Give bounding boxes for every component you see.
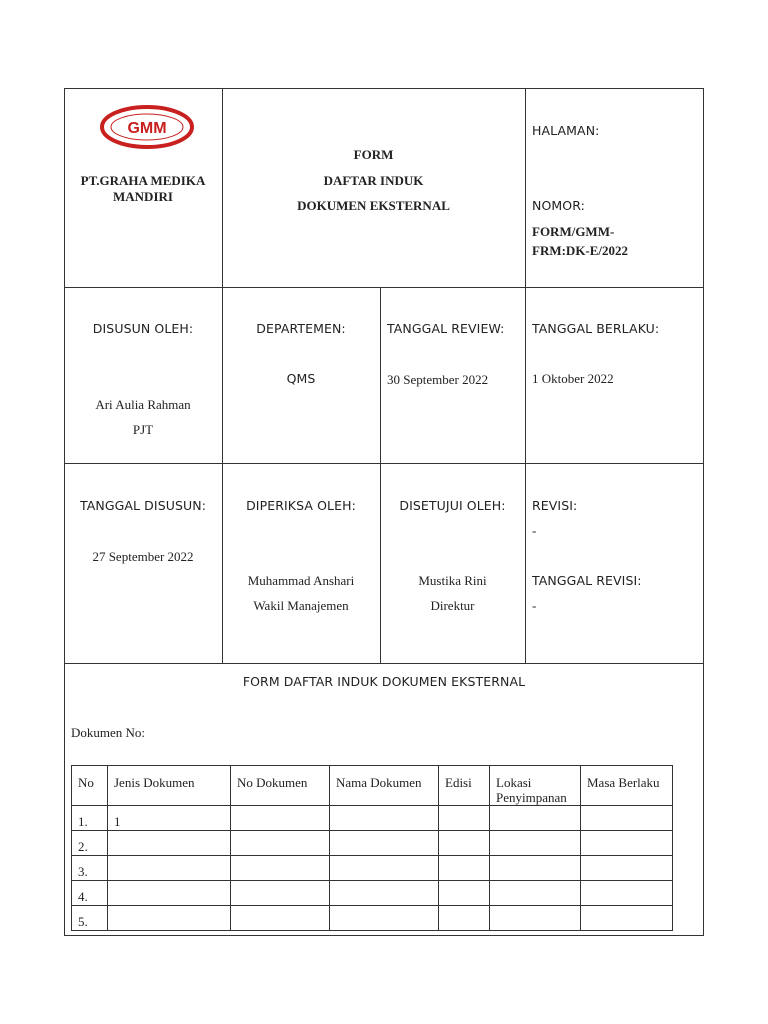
table-cell: 3. xyxy=(72,856,108,881)
col-header-lokasi-penyimpanan: Lokasi Penyimpanan xyxy=(490,766,581,806)
table-cell xyxy=(490,906,581,931)
divider xyxy=(64,463,704,464)
table-cell xyxy=(330,906,439,931)
berlaku-value: 1 Oktober 2022 xyxy=(532,371,614,386)
divider xyxy=(64,287,704,288)
table-cell xyxy=(330,831,439,856)
col-header-no: No xyxy=(72,766,108,806)
table-cell: 1. xyxy=(72,806,108,831)
gmm-logo xyxy=(100,104,194,150)
form-title-line3: DOKUMEN EKSTERNAL xyxy=(297,198,450,213)
table-cell xyxy=(439,906,490,931)
divider xyxy=(525,88,526,663)
col-header-no-dokumen: No Dokumen xyxy=(231,766,330,806)
table-cell xyxy=(439,806,490,831)
disetujui-label: DISETUJUI OLEH: xyxy=(399,498,506,513)
departemen-label: DEPARTEMEN: xyxy=(256,321,346,336)
table-cell xyxy=(330,881,439,906)
table-cell xyxy=(581,881,673,906)
table-row xyxy=(72,806,673,831)
table-cell xyxy=(330,806,439,831)
halaman-label: HALAMAN: xyxy=(532,123,600,138)
table-header-row xyxy=(72,766,673,806)
table-cell xyxy=(439,831,490,856)
divider xyxy=(64,663,704,664)
disusun-label: DISUSUN OLEH: xyxy=(92,321,194,336)
table-cell: 1 xyxy=(108,806,231,831)
col-header-jenis-dokumen: Jenis Dokumen xyxy=(108,766,231,806)
table-cell xyxy=(581,906,673,931)
col-header-nama-dokumen: Nama Dokumen xyxy=(330,766,439,806)
company-name: PT.GRAHA MEDIKA MANDIRI xyxy=(80,173,206,204)
table-cell xyxy=(490,856,581,881)
dokumen-no-label: Dokumen No: xyxy=(71,725,146,740)
table-cell: 4. xyxy=(72,881,108,906)
table-cell xyxy=(231,881,330,906)
nomor-value-line1: FORM/GMM- xyxy=(532,224,615,239)
table-row xyxy=(72,881,673,906)
logo-text: GMM xyxy=(127,120,167,137)
section-title: FORM DAFTAR INDUK DOKUMEN EKSTERNAL xyxy=(242,674,526,689)
berlaku-label: TANGGAL BERLAKU: xyxy=(532,321,660,336)
table-cell xyxy=(231,906,330,931)
table-cell xyxy=(108,906,231,931)
table-cell xyxy=(330,856,439,881)
table-cell xyxy=(490,881,581,906)
table-cell xyxy=(108,831,231,856)
disetujui-role: Direktur xyxy=(430,598,475,613)
table-row xyxy=(72,856,673,881)
review-label: TANGGAL REVIEW: xyxy=(387,321,505,336)
departemen-value: QMS xyxy=(286,371,316,386)
table-row xyxy=(72,906,673,931)
table-cell xyxy=(231,806,330,831)
table-cell xyxy=(231,856,330,881)
table-cell: 5. xyxy=(72,906,108,931)
nomor-value-line2: FRM:DK-E/2022 xyxy=(532,243,629,258)
tgl-disusun-label: TANGGAL DISUSUN: xyxy=(79,498,207,513)
tgl-disusun-value: 27 September 2022 xyxy=(92,549,194,564)
table-cell xyxy=(490,831,581,856)
form-title-line2: DAFTAR INDUK xyxy=(323,173,424,188)
tgl-revisi-value: - xyxy=(532,598,537,613)
table-row xyxy=(72,831,673,856)
table-cell xyxy=(490,806,581,831)
table-cell xyxy=(231,831,330,856)
diperiksa-name: Muhammad Anshari xyxy=(247,573,355,588)
review-value: 30 September 2022 xyxy=(387,372,489,387)
disusun-name: Ari Aulia Rahman xyxy=(95,397,191,412)
documents-table xyxy=(71,765,673,931)
col-header-edisi: Edisi xyxy=(439,766,490,806)
revisi-value: - xyxy=(532,523,537,538)
table-cell xyxy=(581,806,673,831)
nomor-label: NOMOR: xyxy=(532,198,585,213)
table-cell xyxy=(108,881,231,906)
diperiksa-label: DIPERIKSA OLEH: xyxy=(246,498,356,513)
table-cell xyxy=(581,831,673,856)
disetujui-name: Mustika Rini xyxy=(418,573,487,588)
revisi-label: REVISI: xyxy=(532,498,578,513)
tgl-revisi-label: TANGGAL REVISI: xyxy=(532,573,642,588)
diperiksa-role: Wakil Manajemen xyxy=(253,598,349,613)
col-header-masa-berlaku: Masa Berlaku xyxy=(581,766,673,806)
table-cell xyxy=(108,856,231,881)
table-cell: 2. xyxy=(72,831,108,856)
table-cell xyxy=(439,881,490,906)
table-cell xyxy=(439,856,490,881)
form-title-line1: FORM xyxy=(353,147,394,162)
disusun-role: PJT xyxy=(132,422,154,437)
table-cell xyxy=(581,856,673,881)
